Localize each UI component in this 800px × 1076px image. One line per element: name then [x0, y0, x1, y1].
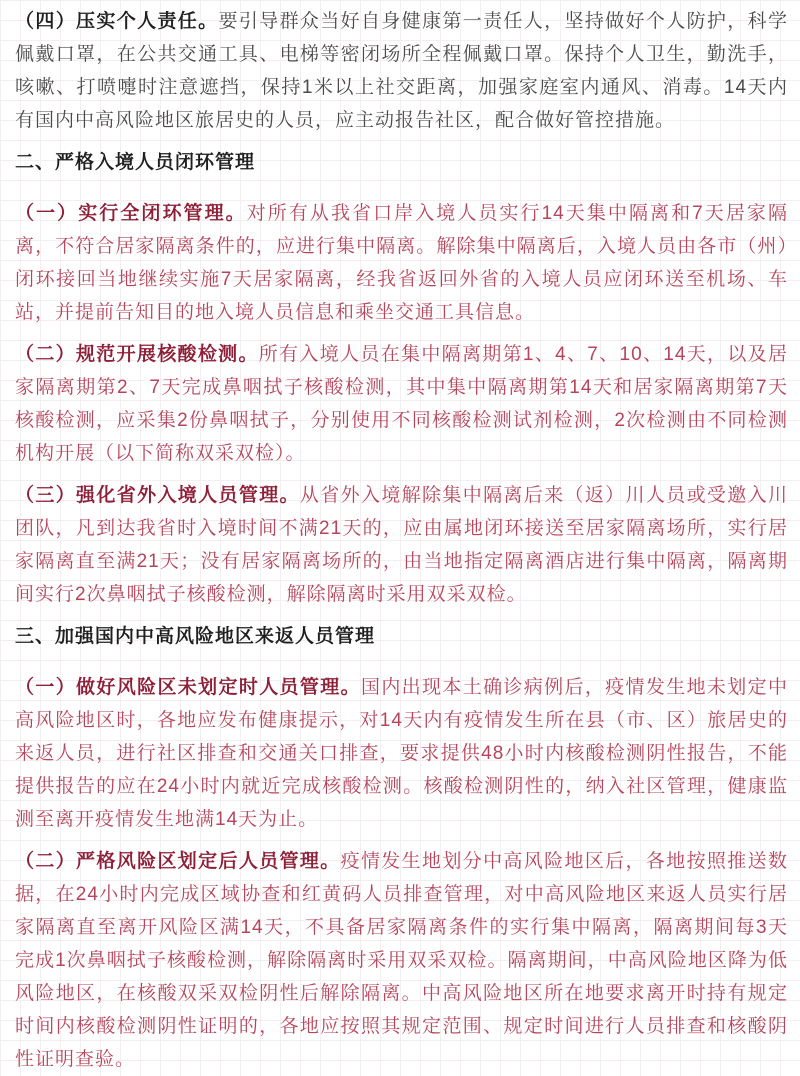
document-paragraph	[15, 845, 788, 1076]
paragraph-lead: （一）实行全闭环管理。	[15, 203, 247, 224]
paragraph-text: 要引导群众当好自身健康第一责任人，坚持做好个人防护，科学佩戴口罩，在公共交通工具、电梯等密闭场所全程佩戴口罩。保持个人卫生，勤洗手，咳嗽、打喷嚏时注意遮挡，保持1米以上社交距离，加强家庭室内通风、消毒。14天内有国内中高风险地区旅居史的人员，应主动报告社区，配合做好管控措施。	[15, 11, 788, 131]
paragraph-text: 国内出现本土确诊病例后，疫情发生地未划定中高风险地区时，各地应发布健康提示，对14天内有疫情发生所在县（市、区）旅居史的来返人员，进行社区排查和交通关口排查，要求提供48小时内核酸检测阴性报告，不能提供报告的应在24小时内就近完成核酸检测。核酸检测阴性的，纳入社区管理，健康监测至离开疫情发生地满14天为止。	[15, 677, 788, 830]
paragraph-text: 对所有从我省口岸入境人员实行14天集中隔离和7天居家隔离，不符合居家隔离条件的，应进行集中隔离。解除集中隔离后，入境人员由各市（州）闭环接回当地继续实施7天居家隔离，经我省返回外省的入境人员应闭环送至机场、车站，并提前告知目的地入境人员信息和乘坐交通工具信息。	[15, 203, 788, 323]
document-paragraph	[15, 671, 788, 836]
paragraph-lead: （四）压实个人责任。	[15, 11, 219, 32]
document-paragraph	[15, 338, 788, 470]
document-paragraph	[15, 479, 788, 611]
section-heading: 二、严格入境人员闭环管理	[15, 152, 256, 173]
paragraph-lead: （三）强化省外入境人员管理。	[15, 485, 300, 506]
document-paragraph	[15, 5, 788, 137]
section-heading: 三、加强国内中高风险地区来返人员管理	[15, 626, 376, 647]
paragraph-lead: （二）严格风险区划定后人员管理。	[15, 851, 341, 872]
document-paragraph	[15, 197, 788, 329]
paragraph-lead: （二）规范开展核酸检测。	[15, 344, 259, 365]
paragraph-text: 从省外入境解除集中隔离后来（返）川人员或受邀入川团队，凡到达我省时入境时间不满21天的，应由属地闭环接送至居家隔离场所，实行居家隔离直至满21天；没有居家隔离场所的，由当地指定隔离酒店进行集中隔离，隔离期间实行2次鼻咽拭子核酸检测，解除隔离时采用双采双检。	[15, 485, 788, 605]
paragraph-text: 疫情发生地划分中高风险地区后，各地按照推送数据，在24小时内完成区域协查和红黄码人员排查管理，对中高风险地区来返人员实行居家隔离直至离开风险区满14天，不具备居家隔离条件的实行集中隔离，隔离期间每3天完成1次鼻咽拭子核酸检测，解除隔离时采用双采双检。隔离期间，中高风险地区降为低风险地区，在核酸双采双检阴性后解除隔离。中高风险地区所在地要求离开时持有规定时间内核酸检测阴性证明的，各地应按照其规定范围、规定时间进行人员排查和核酸阴性证明查验。	[15, 851, 788, 1070]
paragraph-lead: （一）做好风险区未划定时人员管理。	[15, 677, 361, 698]
paragraph-text: 所有入境人员在集中隔离期第1、4、7、10、14天，以及居家隔离期第2、7天完成鼻咽拭子核酸检测，其中集中隔离期第14天和居家隔离期第7天核酸检测，应采集2份鼻咽拭子，分别使用不同核酸检测试剂检测，2次检测由不同检测机构开展（以下简称双采双检）。	[15, 344, 788, 464]
